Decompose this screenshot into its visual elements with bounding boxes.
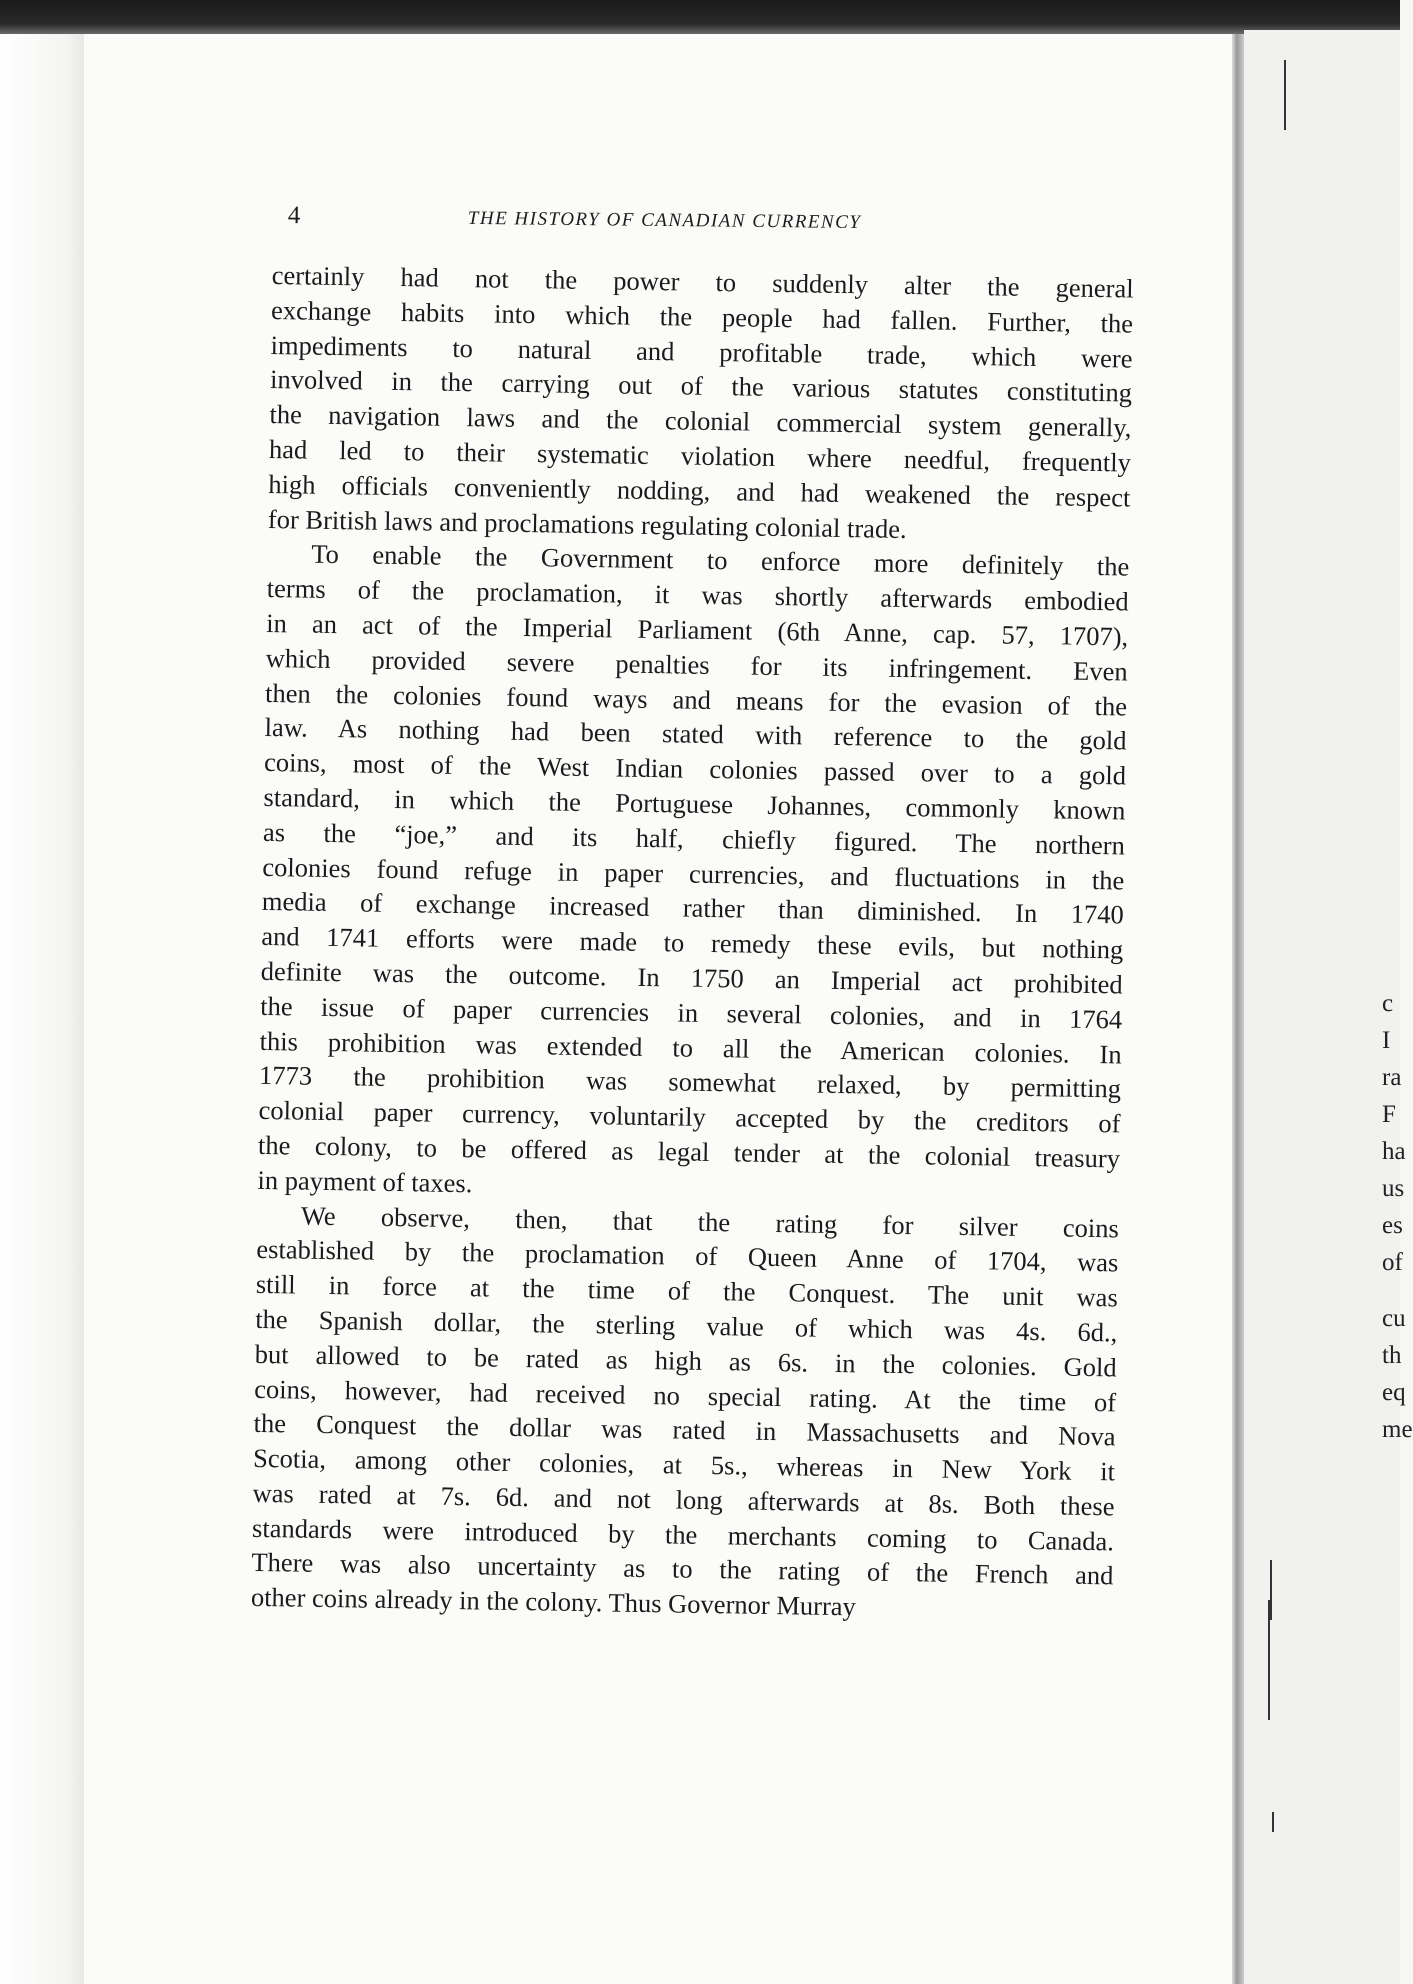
text-line: still in force at the time of the Conquest. The unit was [255,1268,1119,1313]
text-line: There was also uncertainty as to the rating of the French and [251,1547,1114,1591]
facing-page-fragment: c [1382,990,1394,1017]
text-line: in payment of taxes. [257,1164,473,1198]
text-line: in an act of the Imperial Parliament (6th Anne, cap. 57, 1707), [266,607,1129,652]
gutter-mark [1284,60,1286,130]
page-number: 4 [287,202,301,230]
facing-page-fragment: cu [1382,1305,1406,1332]
text-line: other coins already in the colony. Thus Governor Murray [250,1582,857,1622]
text-line: coins, most of the West Indian colonies passed over to a gold [263,747,1127,791]
text-line: exchange habits into which the people had fallen. Further, the [270,294,1134,339]
text-line: had led to their systematic violation where needful, frequently [268,433,1132,478]
text-line: the Conquest the dollar was rated in Massachusetts and Nova [253,1408,1116,1452]
text-line: 1773 the prohibition was somewhat relaxed, by permitting [258,1060,1122,1104]
text-line: for British laws and proclamations regulating colonial trade. [267,503,907,544]
text-line: standard, in which the Portuguese Johannes, commonly known [263,781,1126,826]
text-line: standards were introduced by the merchants coming to Canada. [251,1512,1115,1557]
text-line: definite was the outcome. In 1750 an Imperial act prohibited [260,955,1123,1000]
facing-page-fragment: eq [1382,1379,1406,1406]
scan-margin-left [0,0,84,1984]
text-line: which provided severe penalties for its infringement. Even [265,642,1128,687]
facing-page-fragment: es [1382,1212,1403,1239]
facing-page-fragment: of [1382,1249,1403,1276]
text-line: as the “joe,” and its half, chiefly figured. The northern [262,816,1126,861]
text-line: this prohibition was extended to all the American colonies. In [259,1025,1122,1069]
text-line: media of exchange increased rather than diminished. In 1740 [261,886,1125,930]
text-line: impediments to natural and profitable trade, which were [270,329,1133,374]
facing-page-fragment: us [1382,1175,1405,1202]
gutter-mark [1270,1560,1272,1620]
text-line: We observe, then, that the rating for silver coins [300,1200,1120,1243]
facing-page-fragment: me [1382,1416,1413,1443]
text-line: the colony, to be offered as legal tender at the colonial treasury [257,1129,1121,1174]
gutter-mark [1268,1600,1270,1720]
text-line: To enable the Government to enforce more definitely the [311,539,1130,582]
text-line: Scotia, among other colonies, at 5s., whereas in New York it [252,1442,1116,1487]
text-line: was rated at 7s. 6d. and not long afterwards at 8s. Both these [252,1477,1115,1522]
text-line: but allowed to be rated as high as 6s. in the colonies. Gold [254,1338,1117,1383]
text-line: and 1741 efforts were made to remedy these evils, but nothing [261,921,1124,965]
text-line: coins, however, had received no special rating. At the time of [254,1373,1117,1417]
text-line: high officials conveniently nodding, and had weakened the respect [268,468,1131,513]
text-line: established by the proclamation of Queen Anne of 1704, was [256,1234,1119,1278]
body-text [251,258,1134,1628]
facing-page-fragment: F [1382,1101,1396,1128]
text-line: the issue of paper currencies in several colonies, and in 1764 [260,990,1123,1035]
paragraph [251,1197,1119,1628]
running-header [288,202,958,243]
text-line: law. As nothing had been stated with reference to the gold [264,712,1127,756]
text-line: involved in the carrying out of the various statutes constituting [269,364,1133,408]
paragraph [257,536,1129,1211]
gutter-mark [1272,1812,1274,1832]
text-line: then the colonies found ways and means for the evasion of the [264,677,1128,722]
facing-page-fragment: ra [1382,1064,1402,1091]
facing-page-fragment: I [1382,1027,1391,1054]
text-line: the Spanish dollar, the sterling value of which was 4s. 6d., [255,1303,1118,1348]
text-line: certainly had not the power to suddenly alter the general [271,259,1134,304]
text-line: the navigation laws and the colonial commercial system generally, [269,399,1132,443]
facing-page-fragment: th [1382,1342,1402,1369]
text-line: colonies found refuge in paper currencies, and fluctuations in the [262,851,1125,896]
facing-page-fragment: ha [1382,1138,1406,1165]
page-gutter [1232,30,1244,1984]
paragraph [268,258,1134,550]
scan-edge-top [0,0,1400,34]
text-line: terms of the proclamation, it was shortly afterwards embodied [266,573,1129,617]
text-line: colonial paper currency, voluntarily accepted by the creditors of [258,1095,1121,1139]
running-head-title: THE HISTORY OF CANADIAN CURRENCY [467,207,862,234]
